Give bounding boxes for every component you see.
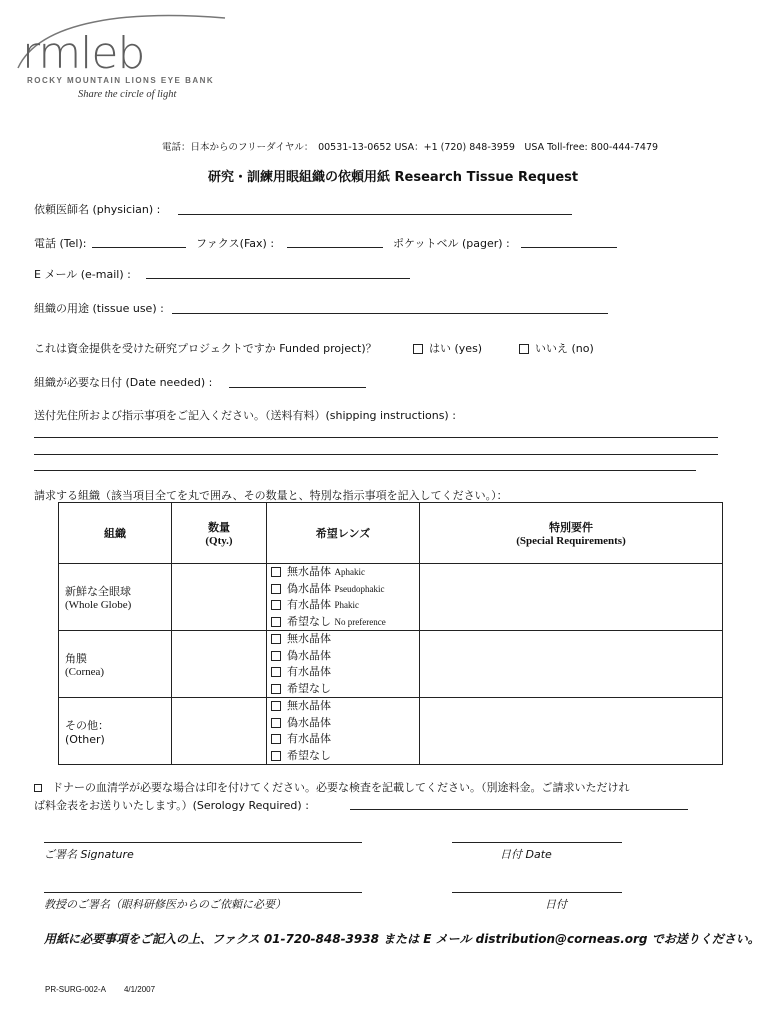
date-needed-field[interactable]: [229, 387, 366, 388]
qty-cell[interactable]: [172, 698, 267, 765]
signature-field[interactable]: [44, 842, 362, 843]
request-intro: 請求する組織（該当項目全てを丸で囲み、その数量と、特別な指示事項を記入してください。）：: [34, 489, 508, 502]
tissue-use-field[interactable]: [172, 313, 608, 314]
lens-checkbox[interactable]: [271, 734, 281, 744]
lens-option[interactable]: [271, 614, 415, 631]
lens-checkbox[interactable]: [271, 651, 281, 661]
shipping-line-2[interactable]: [34, 454, 718, 455]
lens-checkbox[interactable]: [271, 667, 281, 677]
serology-checkbox[interactable]: [34, 784, 42, 792]
serology-line-1: [34, 779, 630, 795]
lens-options-cell: [267, 631, 420, 698]
lens-checkbox[interactable]: [271, 617, 281, 627]
header-qty-en: (Qty.): [205, 535, 233, 547]
lens-option[interactable]: [271, 631, 415, 648]
header-lens: 希望レンズ: [267, 503, 420, 564]
form-id: [45, 985, 155, 994]
serology-line-2: ば料金表をお送りいたします。）(Serology Required) :: [34, 799, 309, 812]
lens-option[interactable]: [271, 731, 415, 748]
header-tissue: 組織: [59, 503, 172, 564]
lens-option-jp: 希望なし: [287, 748, 331, 762]
row-tissue-cell: [59, 631, 172, 698]
date-field[interactable]: [452, 842, 622, 843]
special-requirements-cell[interactable]: [420, 631, 723, 698]
logo-wordmark: rmleb: [22, 28, 145, 79]
tel-field[interactable]: [92, 247, 186, 248]
fax-label: ファクス(Fax) :: [196, 237, 275, 250]
shipping-label: 送付先住所および指示事項をご記入ください。（送料有料）(shipping instructions) :: [34, 409, 456, 422]
pager-field[interactable]: [521, 247, 617, 248]
lens-option[interactable]: [271, 581, 415, 598]
lens-checkbox[interactable]: [271, 684, 281, 694]
lens-checkbox[interactable]: [271, 634, 281, 644]
qty-cell[interactable]: [172, 631, 267, 698]
lens-checkbox[interactable]: [271, 701, 281, 711]
date-label: 日付 Date: [500, 848, 552, 861]
row-tissue-cell: [59, 698, 172, 765]
lens-option-jp: 無水晶体: [287, 632, 331, 645]
lens-option-jp: 無水晶体: [287, 699, 331, 712]
funded-yes-label: はい (yes): [429, 342, 483, 355]
lens-option[interactable]: [271, 648, 415, 665]
lens-options-cell: [267, 564, 420, 631]
email-label: E メール (e-mail) :: [34, 268, 131, 281]
lens-option-jp: 有水晶体: [287, 598, 331, 611]
table-row: [59, 631, 723, 698]
lens-option[interactable]: [271, 698, 415, 715]
lens-option[interactable]: [271, 748, 415, 765]
lens-option-jp: 有水晶体: [287, 665, 331, 678]
shipping-line-3[interactable]: [34, 470, 696, 471]
tissue-name-jp: 角膜: [65, 652, 87, 665]
lens-option-jp: 有水晶体: [287, 732, 331, 745]
header-special-en: (Special Requirements): [516, 535, 626, 547]
table-header-row: [59, 503, 723, 564]
serology-text-1: ドナーの血清学が必要な場合は印を付けてください。必要な検査を記載してください。（別途料金。ご請求いただけれ: [52, 781, 630, 794]
lens-option-jp: 希望なし: [287, 614, 331, 628]
lens-option[interactable]: [271, 664, 415, 681]
shipping-line-1[interactable]: [34, 437, 718, 438]
header-qty-jp: 数量: [208, 521, 230, 534]
form-id-date: 4/1/2007: [123, 985, 156, 994]
lens-option-jp: 偽水晶体: [287, 715, 331, 729]
lens-option[interactable]: [271, 715, 415, 732]
logo: [10, 10, 270, 105]
date-needed-label: 組織が必要な日付 (Date needed) :: [34, 376, 213, 389]
lens-option-en: No preference: [334, 616, 386, 627]
tissue-name-en: (Cornea): [65, 666, 105, 678]
email-field[interactable]: [146, 278, 410, 279]
logo-tagline: Share the circle of light: [78, 89, 177, 100]
funded-no-option[interactable]: [519, 340, 594, 356]
lens-option-jp: 偽水晶体: [287, 648, 331, 662]
tissue-request-table: [58, 502, 723, 765]
table-row: [59, 698, 723, 765]
lens-option[interactable]: [271, 681, 415, 698]
qty-cell[interactable]: [172, 564, 267, 631]
lens-checkbox[interactable]: [271, 567, 281, 577]
header-special-jp: 特別要件: [549, 521, 593, 534]
lens-checkbox[interactable]: [271, 751, 281, 761]
tel-label: 電話 (Tel):: [34, 237, 87, 250]
date-label-2: 日付: [545, 898, 567, 911]
header-qty: [172, 503, 267, 564]
row-tissue-cell: [59, 564, 172, 631]
page-title: 研究・訓練用眼組織の依頼用紙 Research Tissue Request: [208, 170, 579, 185]
lens-checkbox[interactable]: [271, 584, 281, 594]
tissue-use-label: 組織の用途 (tissue use) :: [34, 302, 164, 315]
lens-options-cell: [267, 698, 420, 765]
lens-checkbox[interactable]: [271, 718, 281, 728]
physician-label: 依頼医師名 (physician) :: [34, 203, 161, 216]
tissue-name-en: (Other): [65, 732, 105, 746]
form-id-code: PR-SURG-002-A: [45, 985, 106, 994]
table-row: [59, 564, 723, 631]
funded-no-label: いいえ (no): [535, 342, 594, 355]
special-requirements-cell[interactable]: [420, 564, 723, 631]
fax-field[interactable]: [287, 247, 383, 248]
tissue-name-en: (Whole Globe): [65, 599, 132, 611]
tissue-name-jp: その他：: [65, 718, 109, 732]
physician-field[interactable]: [178, 214, 572, 215]
serology-field[interactable]: [350, 809, 688, 810]
professor-signature-field[interactable]: [44, 892, 362, 893]
signature-label: ご署名 Signature: [44, 848, 134, 861]
pager-label: ポケットベル (pager) :: [393, 237, 510, 250]
contact-line: 電話：日本からのフリーダイヤル： 00531-13-0652 USA：+1 (720) 848-3959 USA Toll-free: 800-444-7479: [162, 142, 659, 153]
logo-org-name: ROCKY MOUNTAIN LIONS EYE BANK: [27, 76, 215, 85]
funded-yes-option[interactable]: [413, 340, 482, 356]
header-special: [420, 503, 723, 564]
lens-option-en: Phakic: [334, 600, 359, 610]
lens-checkbox[interactable]: [271, 600, 281, 610]
tissue-name-jp: 新鮮な全眼球: [65, 585, 131, 598]
funded-yes-checkbox[interactable]: [413, 344, 423, 354]
special-requirements-cell[interactable]: [420, 698, 723, 765]
lens-option-jp: 無水晶体: [287, 565, 331, 578]
lens-option-en: Aphakic: [334, 567, 365, 577]
funded-question: これは資金提供を受けた研究プロジェクトですか Funded project)？: [34, 342, 377, 355]
footer-instruction: 用紙に必要事項をご記入の上、ファクス 01-720-848-3938 または E メール distribution@corneas.org でお送りください。: [44, 932, 760, 946]
lens-option-jp: 偽水晶体: [287, 581, 331, 595]
professor-signature-label: 教授のご署名（眼科研修医からのご依頼に必要）: [44, 898, 286, 911]
lens-option-en: Pseudophakic: [334, 583, 385, 594]
lens-option[interactable]: [271, 564, 415, 581]
date-field-2[interactable]: [452, 892, 622, 893]
lens-option-jp: 希望なし: [287, 681, 331, 695]
funded-no-checkbox[interactable]: [519, 344, 529, 354]
lens-option[interactable]: [271, 597, 415, 614]
